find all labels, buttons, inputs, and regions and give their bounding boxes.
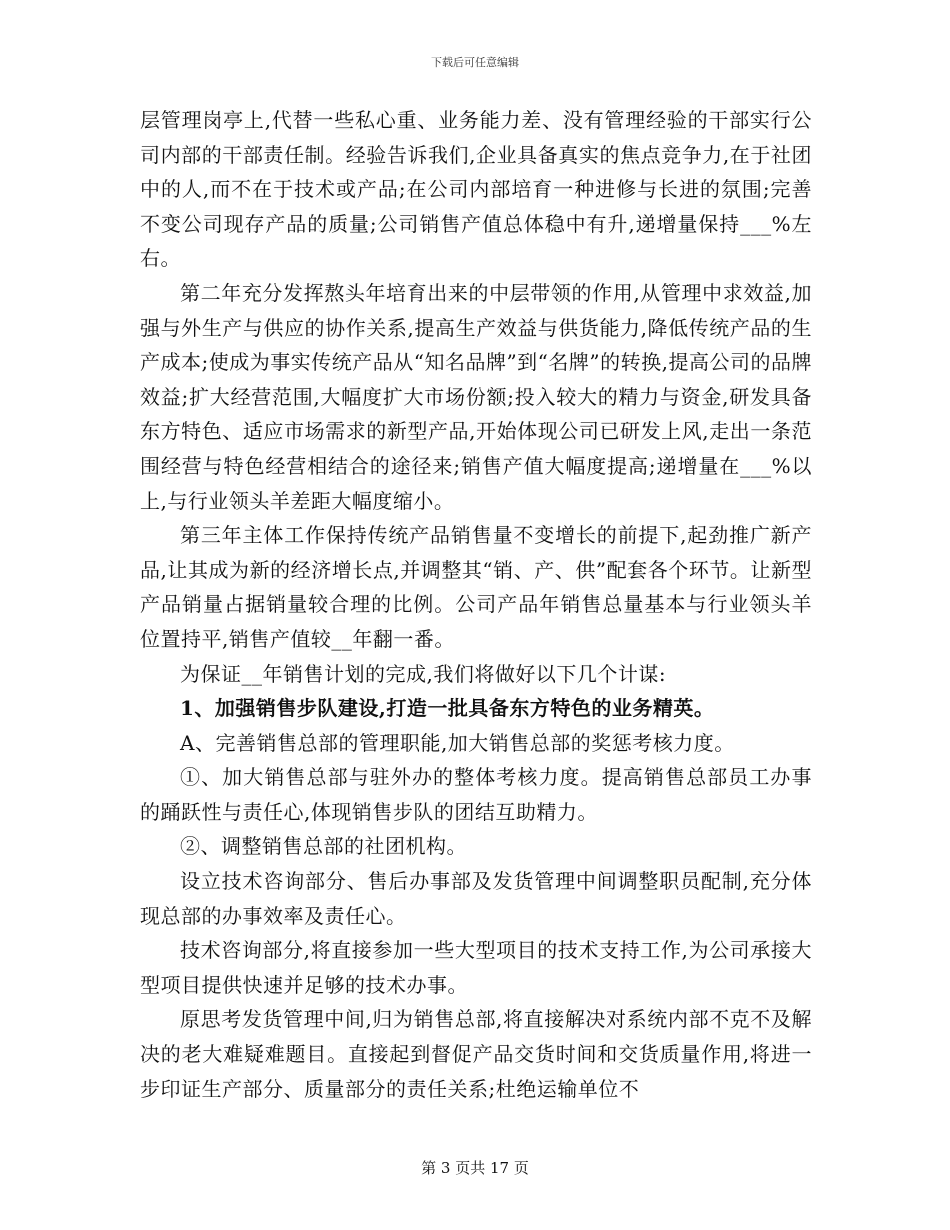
- section-heading-1: 1、加强销售步队建设,打造一批具备东方特色的业务精英。: [180, 696, 715, 721]
- paragraph-second-year: 第二年充分发挥熬头年培育出来的中层带领的作用,从管理中求效益,加强与外生产与供应的协作关系,提高生产效益与供货能力,降低传统产品的生产成本;使成为事实传统产品从“知名品牌”到“名牌”的转换,提高公司的品牌效益;扩大经营范围,大幅度扩大市场份额;投入较大的精力与资金,研发具备东方特色、适应市场需求的新型产品,开始体现公司已研发上风,走出一条范围经营与特色经营相结合的途径来;销售产值大幅度提高;递增量在___%以上,与行业领头羊差距大幅度缩小。: [140, 280, 812, 513]
- paragraph-tech-consulting: 技术咨询部分,将直接参加一些大型项目的技术支持工作,为公司承接大型项目提供快速并足够的技术办事。: [140, 938, 812, 997]
- paragraph-departments: 设立技术咨询部分、售后办事部及发货管理中间调整职员配制,充分体现总部的办事效率及责任心。: [140, 869, 812, 928]
- subheading-a: A、完善销售总部的管理职能,加大销售总部的奖惩考核力度。: [180, 730, 735, 755]
- document-body: [140, 103, 812, 1106]
- list-item-2: ②、调整销售总部的社团机构。: [180, 834, 467, 859]
- list-item-1: ①、加大销售总部与驻外办的整体考核力度。提高销售总部员工办事的踊跃性与责任心,体现销售步队的团结互助精力。: [140, 765, 812, 824]
- paragraph-shipping-center: 原思考发货管理中间,归为销售总部,将直接解决对系统内部不克不及解决的老大难疑难题目。直接起到督促产品交货时间和交货质量作用,将进一步印证生产部分、质量部分的责任关系;杜绝运输单位不: [140, 1007, 812, 1101]
- page-footer: 第 3 页共 17 页: [421, 1159, 529, 1177]
- paragraph-plan-intro: 为保证__年销售计划的完成,我们将做好以下几个计谋:: [180, 661, 667, 686]
- paragraph-third-year: 第三年主体工作保持传统产品销售量不变增长的前提下,起劲推广新产品,让其成为新的经济增长点,并调整其“销、产、供”配套各个环节。让新型产品销量占据销量较合理的比例。公司产品年销售总量基本与行业领头羊位置持平,销售产值较__年翻一番。: [140, 523, 812, 651]
- page-header: 下载后可任意编辑: [431, 56, 519, 69]
- paragraph-continuation: 层管理岗亭上,代替一些私心重、业务能力差、没有管理经验的干部实行公司内部的干部责任制。经验告诉我们,企业具备真实的焦点竞争力,在于社团中的人,而不在于技术或产品;在公司内部培育一种进修与长进的氛围;完善不变公司现存产品的质量;公司销售产值总体稳中有升,递增量保持___%左右。: [140, 108, 812, 271]
